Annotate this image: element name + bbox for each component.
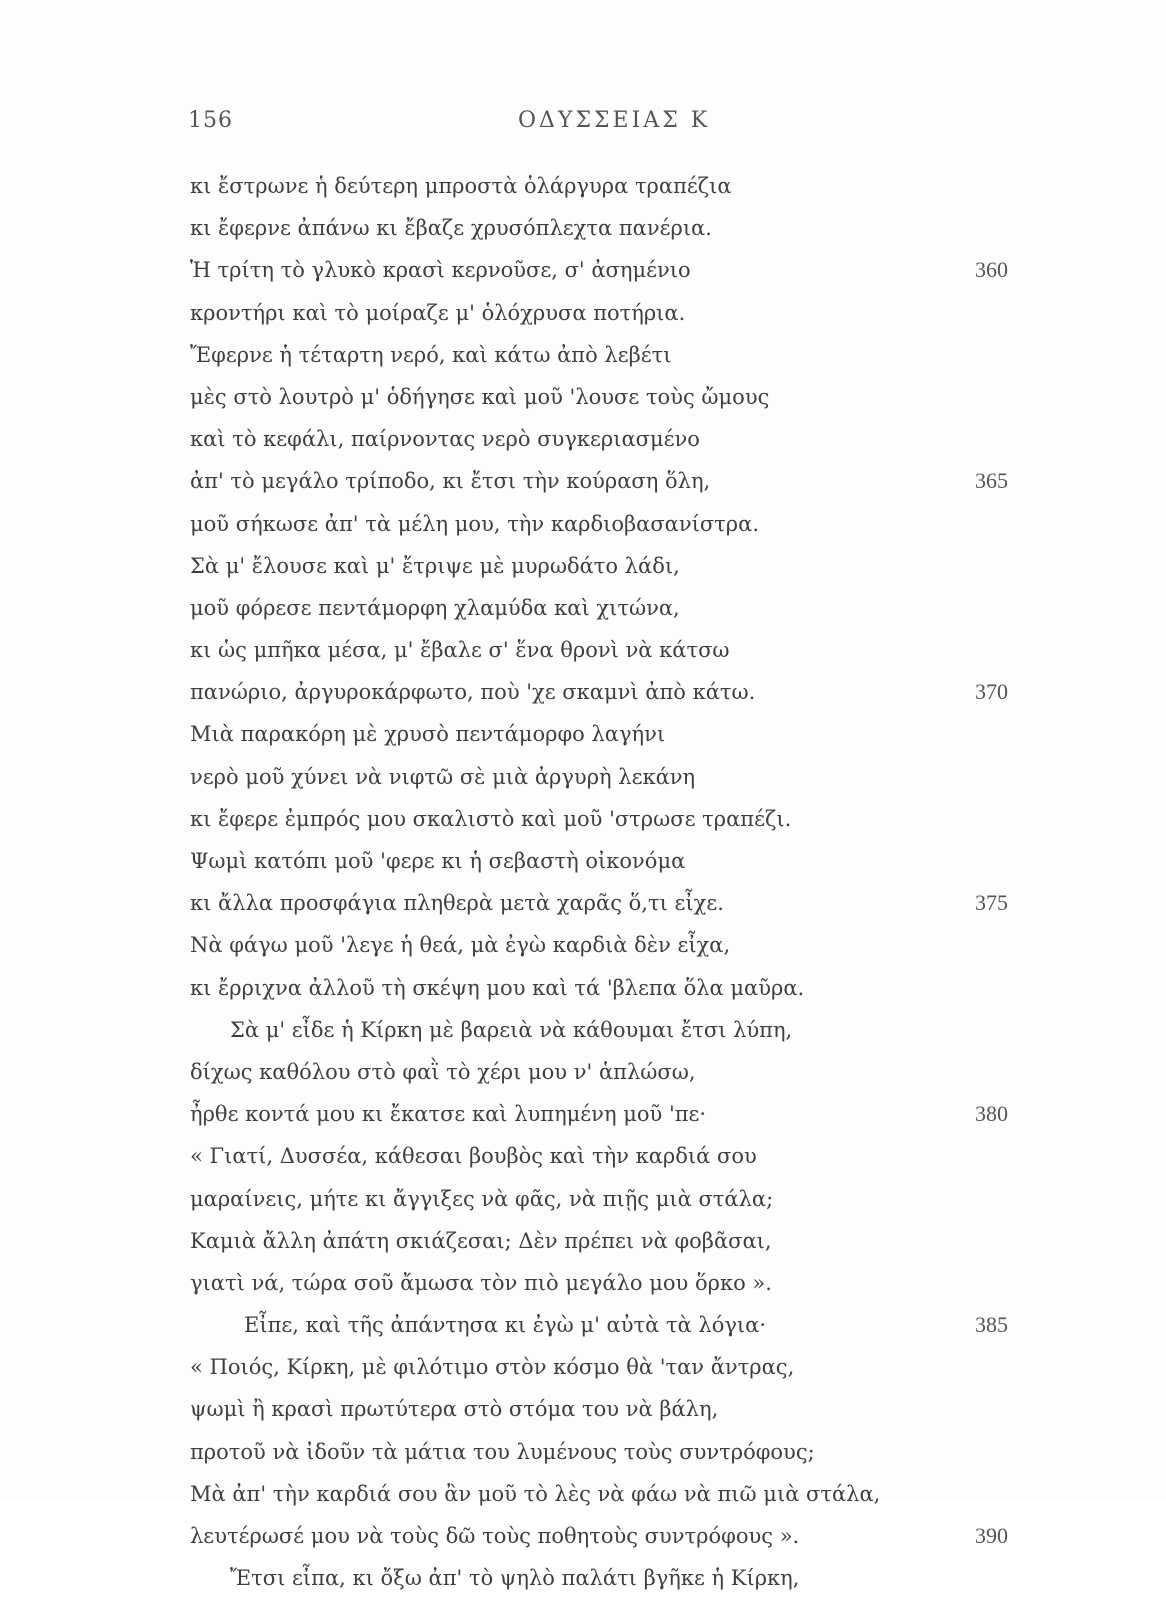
verse-text: Ψωμὶ κατόπι μοῦ 'φερε κι ἡ σεβαστὴ οἰκονόμα	[190, 849, 686, 873]
verse-text: Σὰ μ' ἔλουσε καὶ μ' ἔτριψε μὲ μυρωδάτο λάδι,	[190, 553, 680, 578]
verse-line	[190, 924, 1040, 966]
verse-line	[190, 249, 1040, 291]
page-number: 156	[188, 108, 233, 133]
verse-line	[190, 1388, 1040, 1430]
line-number: 375	[975, 890, 1008, 916]
verse-text: Ἔφερνε ἡ τέταρτη νερό, καὶ κάτω ἀπὸ λεβέτι	[190, 342, 672, 367]
verse-line	[190, 1220, 1040, 1262]
verse-text: ψωμὶ ἢ κρασὶ πρωτύτερα στὸ στόμα του νὰ βάλη,	[190, 1397, 719, 1422]
verse-line	[190, 334, 1040, 376]
verse-line	[190, 1262, 1040, 1304]
verse-text: κροντήρι καὶ τὸ μοίραζε μ' ὁλόχρυσα ποτήρια.	[190, 300, 686, 325]
verse-text: λευτέρωσέ μου νὰ τοὺς δῶ τοὺς ποθητοὺς συντρόφους ».	[190, 1524, 800, 1548]
verse-line	[190, 587, 1040, 629]
verse-text: Ἡ τρίτη τὸ γλυκὸ κρασὶ κερνοῦσε, σ' ἀσημένιο	[190, 258, 691, 283]
verse-line	[190, 460, 1040, 502]
page-header	[188, 108, 988, 142]
verse-text: καὶ τὸ κεφάλι, παίρνοντας νερὸ συγκεριασμένο	[190, 427, 700, 452]
verse-line	[190, 840, 1040, 882]
verse-text: μαραίνεις, μήτε κι ἄγγιξες νὰ φᾶς, νὰ πιῇς μιὰ στάλα;	[190, 1186, 774, 1211]
verse-line	[190, 545, 1040, 587]
verse-text: γιατὶ νά, τώρα σοῦ ἄμωσα τὸν πιὸ μεγάλο μου ὅρκο ».	[190, 1270, 772, 1295]
verse-line	[190, 376, 1040, 418]
verse-text: ἦρθε κοντά μου κι ἔκατσε καὶ λυπημένη μοῦ 'πε·	[190, 1102, 707, 1127]
line-number: 365	[975, 468, 1008, 494]
line-number: 385	[975, 1312, 1008, 1338]
verse-line	[190, 1178, 1040, 1220]
verse-text: « Γιατί, Δυσσέα, κάθεσαι βουβὸς καὶ τὴν καρδιά σου	[190, 1144, 757, 1169]
line-number: 360	[975, 257, 1008, 283]
verse-text: κι ἔρριχνα ἀλλοῦ τὴ σκέψη μου καὶ τά 'βλεπα ὅλα μαῦρα.	[190, 975, 805, 1000]
verse-text: Ἔτσι εἶπα, κι ὄξω ἀπ' τὸ ψηλὸ παλάτι βγῆκε ἡ Κίρκη,	[230, 1566, 800, 1591]
running-title: ΟΔΥΣΣΕΙΑΣ Κ	[518, 108, 711, 133]
line-number: 370	[975, 679, 1008, 705]
verse-text: « Ποιός, Κίρκη, μὲ φιλότιμο στὸν κόσμο θὰ 'ταν ἄντρας,	[190, 1355, 795, 1380]
verse-text: κι ἔφερνε ἀπάνω κι ἔβαζε χρυσόπλεχτα πανέρια.	[190, 216, 712, 241]
verse-text: κι ἄλλα προσφάγια πληθερὰ μετὰ χαρᾶς ὅ,τι εἶχε.	[190, 891, 724, 916]
verse-text: κι ἔστρωνε ἡ δεύτερη μπροστὰ ὁλάργυρα τραπέζια	[190, 174, 732, 198]
verse-line	[190, 1473, 1040, 1515]
verse-text: κι ἔφερε ἐμπρός μου σκαλιστὸ καὶ μοῦ 'στρωσε τραπέζι.	[190, 806, 792, 831]
verse-line	[190, 1515, 1040, 1557]
verse-line	[190, 418, 1040, 460]
verse-text: Νὰ φάγω μοῦ 'λεγε ἡ θεά, μὰ ἐγὼ καρδιὰ δὲν εἶχα,	[190, 933, 731, 958]
verse-text: μὲς στὸ λουτρὸ μ' ὁδήγησε καὶ μοῦ 'λουσε τοὺς ὤμους	[190, 384, 770, 409]
verse-line	[190, 503, 1040, 545]
verse-line	[190, 882, 1040, 924]
verse-text: νερὸ μοῦ χύνει νὰ νιφτῶ σὲ μιὰ ἀργυρὴ λεκάνη	[190, 764, 696, 789]
verse-line	[190, 165, 1040, 207]
verse-line	[190, 629, 1040, 671]
verse-line	[190, 1304, 1040, 1346]
verse-text: πανώριο, ἀργυροκάρφωτο, ποὺ 'χε σκαμνὶ ἀπὸ κάτω.	[190, 680, 756, 705]
verse-list	[190, 165, 1040, 1599]
verse-line	[190, 1557, 1040, 1599]
verse-line	[190, 207, 1040, 249]
verse-line	[190, 292, 1040, 334]
verse-text: Καμιὰ ἄλλη ἀπάτη σκιάζεσαι; Δὲν πρέπει νὰ φοβᾶσαι,	[190, 1228, 772, 1253]
verse-line	[190, 967, 1040, 1009]
verse-line	[190, 1135, 1040, 1177]
verse-text: Σὰ μ' εἶδε ἡ Κίρκη μὲ βαρειὰ νὰ κάθουμαι ἔτσι λύπη,	[230, 1017, 793, 1042]
verse-text: Μιὰ παρακόρη μὲ χρυσὸ πεντάμορφο λαγήνι	[190, 722, 666, 747]
verse-text: κι ὡς μπῆκα μέσα, μ' ἔβαλε σ' ἕνα θρονὶ νὰ κάτσω	[190, 638, 730, 663]
verse-line	[190, 798, 1040, 840]
verse-line	[190, 1431, 1040, 1473]
verse-text: Εἶπε, καὶ τῆς ἀπάντησα κι ἐγὼ μ' αὐτὰ τὰ λόγια·	[244, 1313, 767, 1338]
verse-line	[190, 1009, 1040, 1051]
verse-line	[190, 756, 1040, 798]
verse-text: προτοῦ νὰ ἰδοῦν τὰ μάτια του λυμένους τοὺς συντρόφους;	[190, 1439, 815, 1464]
verse-text: ἀπ' τὸ μεγάλο τρίποδο, κι ἔτσι τὴν κούραση ὅλη,	[190, 469, 711, 494]
verse-text: μοῦ φόρεσε πεντάμορφη χλαμύδα καὶ χιτώνα,	[190, 595, 680, 620]
verse-line	[190, 713, 1040, 755]
verse-text: μοῦ σήκωσε ἀπ' τὰ μέλη μου, τὴν καρδιοβασανίστρα.	[190, 511, 759, 536]
line-number: 390	[975, 1523, 1008, 1548]
line-number: 380	[975, 1101, 1008, 1127]
verse-text: Μὰ ἀπ' τὴν καρδιά σου ἂν μοῦ τὸ λὲς νὰ φάω νὰ πιῶ μιὰ στάλα,	[190, 1481, 881, 1506]
verse-line	[190, 671, 1040, 713]
verse-line	[190, 1051, 1040, 1093]
verse-line	[190, 1346, 1040, 1388]
verse-text: δίχως καθόλου στὸ φαῒ τὸ χέρι μου ν' ἁπλώσω,	[190, 1059, 696, 1084]
verse-line	[190, 1093, 1040, 1135]
